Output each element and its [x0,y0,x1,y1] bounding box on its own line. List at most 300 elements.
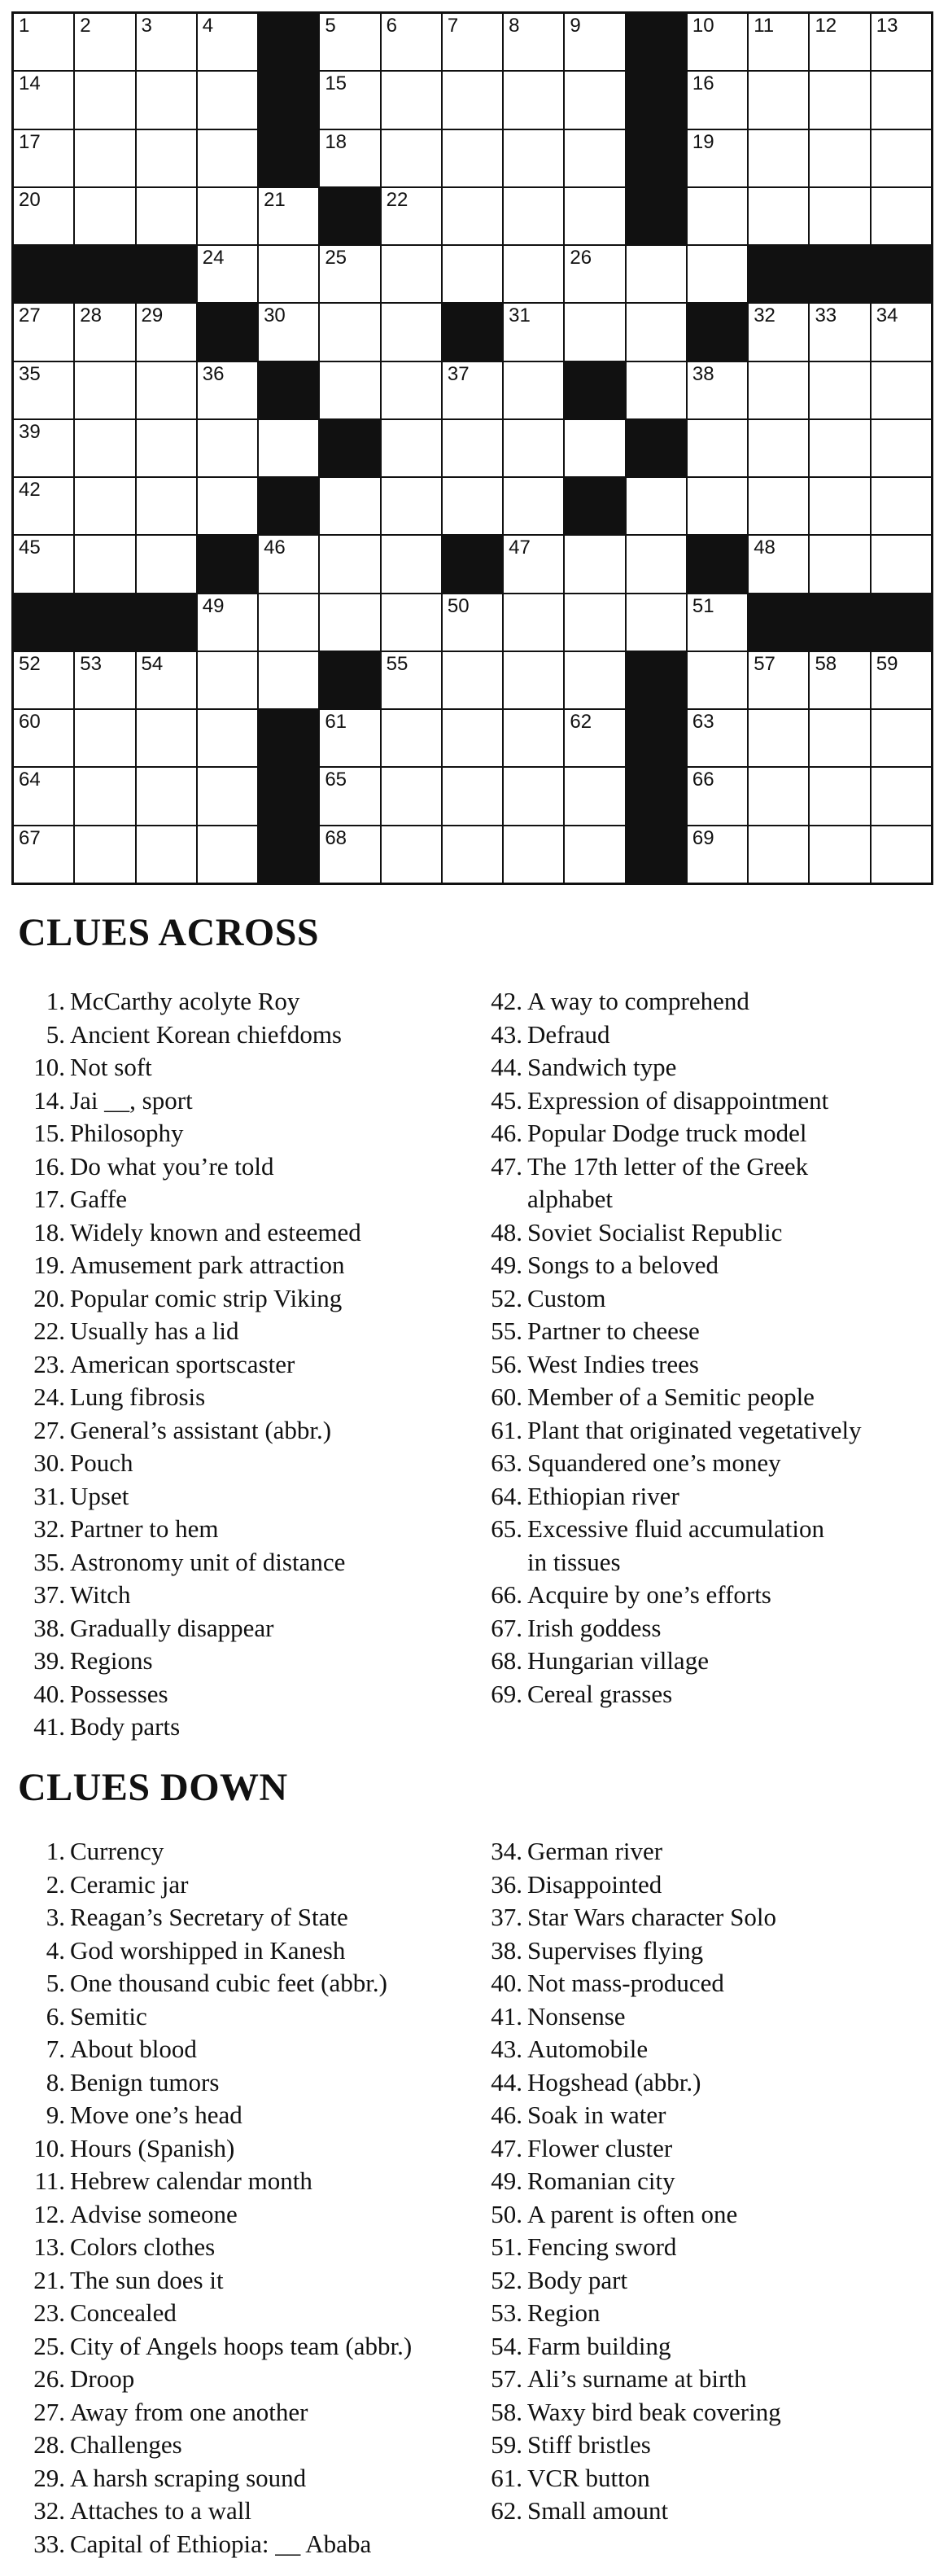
clue-text: Soviet Socialist Republic [527,1217,783,1246]
grid-cell[interactable] [565,72,624,128]
clue-number: 24. [33,1382,65,1411]
grid-cell[interactable] [198,130,257,186]
clue-number: 21. [33,2265,65,2294]
grid-cell[interactable] [75,536,134,592]
clue-text: Star Wars character Solo [527,1903,776,1931]
grid-cell[interactable] [198,72,257,128]
clue-number: 14. [33,1085,65,1115]
clue-text: Hours (Spanish) [70,2133,235,2162]
grid-cell[interactable] [810,478,869,534]
grid-cell[interactable] [749,130,808,186]
grid-cell[interactable] [198,478,257,534]
grid-cell[interactable] [872,130,931,186]
grid-cell[interactable] [504,710,563,766]
grid-cell[interactable] [137,536,196,592]
cell-number: 50 [447,594,470,617]
grid-cell[interactable] [443,246,502,302]
clue-item [475,1084,939,1118]
grid-cell[interactable] [627,536,686,592]
grid-cell[interactable] [688,362,747,418]
grid-cell[interactable] [810,768,869,824]
grid-block-cell [259,826,318,883]
clue-text: Upset [70,1481,129,1510]
grid-cell[interactable] [137,188,196,244]
grid-cell[interactable] [198,188,257,244]
grid-cell[interactable] [382,304,441,360]
grid-cell[interactable] [137,14,196,70]
grid-cell[interactable] [75,304,134,360]
cell-number: 2 [80,15,91,37]
grid-cell[interactable] [749,652,808,708]
grid-cell[interactable] [382,594,441,651]
grid-cell[interactable] [320,826,379,883]
grid-cell[interactable] [749,304,808,360]
grid-cell[interactable] [810,14,869,70]
cell-number: 33 [815,304,837,327]
grid-cell[interactable] [872,420,931,476]
grid-cell[interactable] [443,14,502,70]
clue-item [18,2396,457,2429]
grid-cell[interactable] [382,14,441,70]
grid-cell[interactable] [565,246,624,302]
clue-number: 27. [33,2397,65,2426]
clue-text: The 17th letter of the Greek [527,1151,809,1181]
clue-item [18,1117,457,1150]
grid-cell[interactable] [810,72,869,128]
grid-cell[interactable] [688,188,747,244]
grid-cell[interactable] [320,478,379,534]
grid-cell[interactable] [565,304,624,360]
grid-cell[interactable] [565,594,624,651]
grid-cell[interactable] [627,478,686,534]
grid-cell[interactable] [320,536,379,592]
grid-cell[interactable] [688,246,747,302]
grid-cell[interactable] [504,420,563,476]
cell-number: 22 [386,188,408,211]
grid-cell[interactable] [504,14,563,70]
grid-block-cell [749,594,808,651]
grid-cell[interactable] [749,188,808,244]
grid-cell[interactable] [565,420,624,476]
clue-item [475,1645,939,1678]
clue-item [475,2033,939,2066]
grid-cell[interactable] [688,710,747,766]
clue-item [475,2264,939,2298]
grid-cell[interactable] [198,362,257,418]
grid-cell[interactable] [872,362,931,418]
grid-cell[interactable] [565,826,624,883]
grid-cell[interactable] [137,362,196,418]
grid-cell[interactable] [688,478,747,534]
clue-text: Supervises flying [527,1935,704,1965]
grid-cell[interactable] [75,826,134,883]
grid-cell[interactable] [382,188,441,244]
clue-item [18,1019,457,1052]
clue-text: Body part [527,2265,628,2294]
cell-number: 28 [80,304,102,327]
clue-item [18,2033,457,2066]
grid-cell[interactable] [382,420,441,476]
grid-cell[interactable] [872,478,931,534]
grid-cell[interactable] [75,14,134,70]
grid-cell[interactable] [382,130,441,186]
grid-cell[interactable] [75,72,134,128]
clue-text: About blood [70,2035,197,2063]
grid-cell[interactable] [749,478,808,534]
grid-cell[interactable] [198,14,257,70]
grid-cell[interactable] [749,710,808,766]
grid-cell[interactable] [382,652,441,708]
grid-cell[interactable] [688,768,747,824]
grid-cell[interactable] [320,304,379,360]
cell-number: 1 [19,15,30,37]
grid-cell[interactable] [627,304,686,360]
cell-number: 8 [509,15,520,37]
grid-cell[interactable] [443,710,502,766]
grid-cell[interactable] [137,768,196,824]
grid-cell[interactable] [872,768,931,824]
grid-cell[interactable] [14,362,73,418]
grid-cell[interactable] [75,768,134,824]
clue-text: Cereal grasses [527,1679,673,1708]
grid-cell[interactable] [320,594,379,651]
clue-item [475,2330,939,2364]
grid-cell[interactable] [749,72,808,128]
cell-number: 19 [692,130,714,153]
clue-number: 20. [33,1283,65,1312]
grid-cell[interactable] [137,420,196,476]
clue-number: 34. [491,1837,522,1865]
grid-block-cell [259,710,318,766]
grid-cell[interactable] [198,768,257,824]
grid-block-cell [627,652,686,708]
grid-cell[interactable] [565,130,624,186]
clue-item [18,1645,457,1678]
grid-block-cell [749,246,808,302]
grid-cell[interactable] [137,652,196,708]
grid-cell[interactable] [75,652,134,708]
clue-number: 44. [491,1053,522,1081]
grid-cell[interactable] [198,826,257,883]
grid-cell[interactable] [14,72,73,128]
grid-cell[interactable] [565,768,624,824]
grid-block-cell [320,188,379,244]
grid-cell[interactable] [504,72,563,128]
grid-cell[interactable] [382,826,441,883]
clue-text: Challenges [70,2430,182,2459]
grid-cell[interactable] [810,826,869,883]
clue-number: 46. [491,2101,522,2129]
grid-cell[interactable] [198,594,257,651]
grid-cell[interactable] [565,710,624,766]
grid-cell[interactable] [137,72,196,128]
down-clues-left [18,1835,457,2561]
grid-cell[interactable] [443,188,502,244]
grid-block-cell [259,478,318,534]
clue-text: Not mass-produced [527,1969,724,1997]
clue-text: Disappointed [527,1869,662,1899]
grid-cell[interactable] [14,188,73,244]
grid-cell[interactable] [198,652,257,708]
grid-cell[interactable] [749,14,808,70]
grid-cell[interactable] [504,594,563,651]
grid-cell[interactable] [137,304,196,360]
grid-cell[interactable] [14,710,73,766]
grid-cell[interactable] [688,652,747,708]
grid-cell[interactable] [810,362,869,418]
grid-cell[interactable] [259,536,318,592]
clue-number: 42. [491,987,522,1015]
cell-number: 42 [19,479,41,502]
grid-cell[interactable] [627,362,686,418]
grid-cell[interactable] [443,478,502,534]
grid-cell[interactable] [749,768,808,824]
grid-cell[interactable] [259,652,318,708]
grid-cell[interactable] [688,14,747,70]
grid-cell[interactable] [688,594,747,651]
cell-number: 53 [80,652,102,675]
grid-cell[interactable] [75,362,134,418]
clue-number: 2. [46,1869,65,1899]
grid-cell[interactable] [872,826,931,883]
cell-number: 30 [264,304,286,327]
grid-cell[interactable] [137,130,196,186]
grid-block-cell [259,768,318,824]
clue-text: Widely known and esteemed [70,1217,361,1246]
clue-item [18,1835,457,1868]
clue-text: Currency [70,1837,164,1865]
grid-cell[interactable] [872,536,931,592]
clue-item [18,1084,457,1118]
clue-text: Ancient Korean chiefdoms [70,1019,342,1049]
grid-cell[interactable] [504,304,563,360]
grid-cell[interactable] [872,304,931,360]
grid-cell[interactable] [443,826,502,883]
clue-number: 67. [491,1613,522,1642]
grid-cell[interactable] [14,652,73,708]
cell-number: 31 [509,304,531,327]
grid-cell[interactable] [872,72,931,128]
grid-cell[interactable] [810,420,869,476]
grid-cell[interactable] [259,594,318,651]
grid-cell[interactable] [382,768,441,824]
grid-cell[interactable] [198,246,257,302]
grid-cell[interactable] [320,72,379,128]
grid-cell[interactable] [749,420,808,476]
grid-cell[interactable] [443,420,502,476]
grid-cell[interactable] [14,14,73,70]
grid-cell[interactable] [872,188,931,244]
grid-cell[interactable] [320,246,379,302]
clue-text: West Indies trees [527,1349,699,1378]
clue-text: Plant that originated vegetatively [527,1415,862,1444]
clue-number: 40. [491,1969,522,1997]
grid-cell[interactable] [810,130,869,186]
clue-text: Hogshead (abbr.) [527,2067,701,2096]
grid-cell[interactable] [14,420,73,476]
down-heading: CLUES DOWN [18,1766,288,1809]
clue-text: General’s assistant (abbr.) [70,1415,332,1444]
clue-number: 10. [33,1053,65,1081]
clue-number: 63. [491,1448,522,1477]
grid-cell[interactable] [627,594,686,651]
grid-cell[interactable] [14,826,73,883]
grid-cell[interactable] [137,710,196,766]
grid-block-cell [259,14,318,70]
clue-number: 40. [33,1679,65,1708]
clue-text: Reagan’s Secretary of State [70,1903,348,1931]
grid-cell[interactable] [382,72,441,128]
grid-cell[interactable] [504,768,563,824]
grid-cell[interactable] [810,304,869,360]
grid-cell[interactable] [382,536,441,592]
clue-item [18,1150,457,1184]
grid-cell[interactable] [504,130,563,186]
clue-text: One thousand cubic feet (abbr.) [70,1969,387,1997]
clue-number: 38. [33,1613,65,1642]
grid-cell[interactable] [320,130,379,186]
grid-cell[interactable] [259,246,318,302]
clue-text: Amusement park attraction [70,1251,345,1279]
grid-cell[interactable] [443,362,502,418]
grid-cell[interactable] [504,536,563,592]
grid-block-cell [627,826,686,883]
cell-number: 58 [815,652,837,675]
cell-number: 65 [325,769,347,791]
clue-number: 58. [491,2397,522,2426]
clue-number: 43. [491,2035,522,2063]
grid-cell[interactable] [320,710,379,766]
grid-block-cell [75,594,134,651]
clue-number: 17. [33,1185,65,1213]
grid-cell[interactable] [688,826,747,883]
grid-block-cell [259,362,318,418]
grid-cell[interactable] [504,478,563,534]
grid-cell[interactable] [320,768,379,824]
grid-cell[interactable] [565,536,624,592]
grid-cell[interactable] [504,188,563,244]
clue-number: 26. [33,2364,65,2393]
clue-number: 30. [33,1448,65,1477]
grid-cell[interactable] [872,652,931,708]
grid-cell[interactable] [443,130,502,186]
grid-cell[interactable] [688,420,747,476]
grid-cell[interactable] [320,362,379,418]
clue-number: 52. [491,2265,522,2294]
clue-text: Lung fibrosis [70,1382,206,1411]
clue-text: Regions [70,1646,153,1675]
cell-number: 35 [19,362,41,385]
grid-cell[interactable] [810,188,869,244]
grid-cell[interactable] [443,72,502,128]
grid-cell[interactable] [14,536,73,592]
grid-cell[interactable] [259,420,318,476]
grid-cell[interactable] [872,710,931,766]
grid-cell[interactable] [872,14,931,70]
grid-cell[interactable] [382,246,441,302]
clue-text: Ali’s surname at birth [527,2364,747,2393]
grid-cell[interactable] [443,768,502,824]
grid-cell[interactable] [688,130,747,186]
clue-number: 44. [491,2067,522,2096]
grid-cell[interactable] [382,478,441,534]
cell-number: 57 [754,652,775,675]
grid-cell[interactable] [565,188,624,244]
grid-cell[interactable] [75,420,134,476]
crossword-grid [11,11,933,885]
grid-cell[interactable] [504,246,563,302]
grid-cell[interactable] [75,130,134,186]
grid-cell[interactable] [198,710,257,766]
grid-cell[interactable] [504,362,563,418]
grid-cell[interactable] [259,304,318,360]
grid-cell[interactable] [14,304,73,360]
clue-item [475,1282,939,1316]
cell-number: 32 [754,304,775,327]
grid-cell[interactable] [749,536,808,592]
clue-text: Hebrew calendar month [70,2166,312,2195]
grid-cell[interactable] [198,420,257,476]
grid-cell[interactable] [749,826,808,883]
grid-cell[interactable] [14,130,73,186]
grid-cell[interactable] [627,246,686,302]
grid-cell[interactable] [14,478,73,534]
clue-text: City of Angels hoops team (abbr.) [70,2331,413,2360]
clue-text: Waxy bird beak covering [527,2397,781,2426]
grid-cell[interactable] [75,188,134,244]
grid-cell[interactable] [443,652,502,708]
cell-number: 14 [19,72,41,95]
grid-cell[interactable] [382,710,441,766]
grid-cell[interactable] [137,826,196,883]
grid-cell[interactable] [810,710,869,766]
clue-text: Member of a Semitic people [527,1382,815,1411]
grid-cell[interactable] [810,652,869,708]
cell-number: 7 [447,15,459,37]
grid-cell[interactable] [14,768,73,824]
clue-number: 49. [491,1251,522,1279]
clue-text: Excessive fluid accumulation [527,1514,824,1543]
grid-cell[interactable] [137,478,196,534]
grid-cell[interactable] [504,652,563,708]
grid-cell[interactable] [749,362,808,418]
grid-cell[interactable] [259,188,318,244]
grid-cell[interactable] [688,72,747,128]
clue-item [475,1546,939,1579]
clue-number: 5. [46,1969,65,1997]
clue-item [475,1480,939,1514]
grid-cell[interactable] [565,14,624,70]
grid-cell[interactable] [75,710,134,766]
clue-number: 27. [33,1415,65,1444]
clue-item [18,1249,457,1282]
grid-cell[interactable] [443,594,502,651]
cell-number: 52 [19,652,41,675]
grid-cell[interactable] [565,652,624,708]
clue-text: Stiff bristles [527,2430,651,2459]
clue-number: 33. [33,2529,65,2558]
grid-cell[interactable] [504,826,563,883]
grid-cell[interactable] [810,536,869,592]
grid-cell[interactable] [75,478,134,534]
clue-text: Capital of Ethiopia: __ Ababa [70,2529,372,2558]
clue-number: 37. [491,1903,522,1931]
clue-text: A harsh scraping sound [70,2463,307,2492]
grid-cell[interactable] [320,14,379,70]
grid-cell[interactable] [382,362,441,418]
clue-number: 48. [491,1217,522,1246]
cell-number: 36 [202,362,225,385]
